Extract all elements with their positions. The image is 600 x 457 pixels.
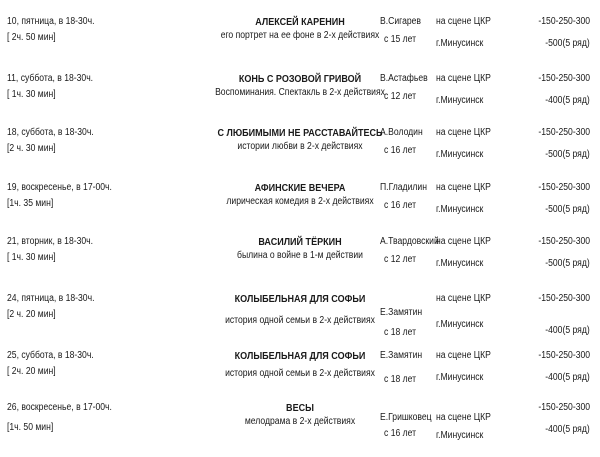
event-date: 19, воскресенье, в 17-00ч.	[7, 182, 112, 193]
event-venue: на сцене ЦКР	[436, 16, 491, 27]
event-duration: [2 ч. 30 мин]	[7, 143, 56, 154]
event-age: с 18 лет	[384, 327, 417, 338]
event-price-extra: -500(5 ряд)	[545, 204, 590, 215]
event-price-extra: -500(5 ряд)	[545, 258, 590, 269]
event-author: П.Гладилин	[380, 182, 427, 193]
event-price-extra: -500(5 ряд)	[545, 149, 590, 160]
event-description: истории любви в 2-х действиях	[237, 141, 363, 152]
event-description: лирическая комедия в 2-х действиях	[226, 196, 374, 207]
event-date: 18, суббота, в 18-30ч.	[7, 127, 94, 138]
event-date: 11, суббота, в 18-30ч.	[7, 73, 94, 84]
event-age: с 16 лет	[384, 145, 417, 156]
event-author: А.Твардовский	[380, 236, 439, 247]
event-price-extra: -400(5 ряд)	[545, 424, 590, 435]
event-age: с 12 лет	[384, 91, 417, 102]
event-date: 21, вторник, в 18-30ч.	[7, 236, 94, 247]
event-duration: [ 1ч. 30 мин]	[7, 252, 56, 263]
event-price-main: -150-250-300	[538, 127, 590, 138]
event-row	[0, 293, 600, 345]
event-duration: [2 ч. 20 мин]	[7, 309, 56, 320]
event-title: КОЛЫБЕЛЬНАЯ ДЛЯ СОФЬИ	[234, 293, 366, 305]
event-description: история одной семьи в 2-х действиях	[225, 368, 375, 379]
event-description: былина о войне в 1-м действии	[237, 250, 363, 261]
event-city: г.Минусинск	[436, 258, 484, 269]
event-date: 10, пятница, в 18-30ч.	[7, 16, 95, 27]
event-date: 26, воскресенье, в 17-00ч.	[7, 402, 112, 413]
event-venue: на сцене ЦКР	[436, 182, 491, 193]
event-price-extra: -400(5 ряд)	[545, 95, 590, 106]
event-venue: на сцене ЦКР	[436, 293, 491, 304]
event-author: Е.Замятин	[380, 307, 423, 318]
event-author: Е.Замятин	[380, 350, 423, 361]
event-price-main: -150-250-300	[538, 236, 590, 247]
event-title: ВЕСЫ	[286, 402, 314, 414]
event-row	[0, 402, 600, 454]
event-city: г.Минусинск	[436, 204, 484, 215]
event-city: г.Минусинск	[436, 38, 484, 49]
event-description: его портрет на ее фоне в 2-х действиях	[220, 30, 380, 41]
event-duration: [1ч. 35 мин]	[7, 198, 54, 209]
event-title: ВАСИЛИЙ ТЁРКИН	[258, 236, 342, 248]
event-title: АЛЕКСЕЙ КАРЕНИН	[255, 16, 345, 28]
event-venue: на сцене ЦКР	[436, 350, 491, 361]
event-age: с 18 лет	[384, 374, 417, 385]
event-price-main: -150-250-300	[538, 182, 590, 193]
event-price-main: -150-250-300	[538, 73, 590, 84]
event-description: Воспоминания. Спектакль в 2-х действиях	[215, 87, 385, 98]
event-city: г.Минусинск	[436, 372, 484, 383]
event-title: С ЛЮБИМЫМИ НЕ РАССТАВАЙТЕСЬ	[217, 127, 383, 139]
event-venue: на сцене ЦКР	[436, 127, 491, 138]
event-price-extra: -400(5 ряд)	[545, 325, 590, 336]
event-venue: на сцене ЦКР	[436, 73, 491, 84]
event-age: с 16 лет	[384, 428, 417, 439]
event-price-main: -150-250-300	[538, 293, 590, 304]
event-price-extra: -400(5 ряд)	[545, 372, 590, 383]
event-row	[0, 73, 600, 125]
event-row	[0, 127, 600, 179]
event-venue: на сцене ЦКР	[436, 412, 491, 423]
event-duration: [1ч. 50 мин]	[7, 422, 54, 433]
event-row	[0, 182, 600, 234]
event-price-main: -150-250-300	[538, 16, 590, 27]
event-age: с 12 лет	[384, 254, 417, 265]
event-age: с 16 лет	[384, 200, 417, 211]
event-date: 24, пятница, в 18-30ч.	[7, 293, 95, 304]
event-author: Е.Гришковец	[380, 412, 432, 423]
event-description: мелодрама в 2-х действиях	[244, 416, 356, 427]
event-author: В.Сигарев	[380, 16, 422, 27]
event-city: г.Минусинск	[436, 149, 484, 160]
event-description: история одной семьи в 2-х действиях	[225, 315, 375, 326]
event-price-main: -150-250-300	[538, 350, 590, 361]
event-city: г.Минусинск	[436, 319, 484, 330]
event-title: АФИНСКИЕ ВЕЧЕРА	[254, 182, 346, 194]
event-city: г.Минусинск	[436, 430, 484, 441]
event-title: КОЛЫБЕЛЬНАЯ ДЛЯ СОФЬИ	[234, 350, 366, 362]
event-venue: на сцене ЦКР	[436, 236, 491, 247]
event-date: 25, суббота, в 18-30ч.	[7, 350, 94, 361]
event-duration: [ 2ч. 20 мин]	[7, 366, 56, 377]
event-duration: [ 2ч. 50 мин]	[7, 32, 56, 43]
event-title: КОНЬ С РОЗОВОЙ ГРИВОЙ	[238, 73, 362, 85]
event-price-main: -150-250-300	[538, 402, 590, 413]
event-author: А.Володин	[380, 127, 423, 138]
event-author: В.Астафьев	[380, 73, 428, 84]
event-city: г.Минусинск	[436, 95, 484, 106]
event-row	[0, 350, 600, 402]
event-row	[0, 236, 600, 288]
event-age: с 15 лет	[384, 34, 417, 45]
event-price-extra: -500(5 ряд)	[545, 38, 590, 49]
event-row	[0, 16, 600, 68]
event-duration: [ 1ч. 30 мин]	[7, 89, 56, 100]
